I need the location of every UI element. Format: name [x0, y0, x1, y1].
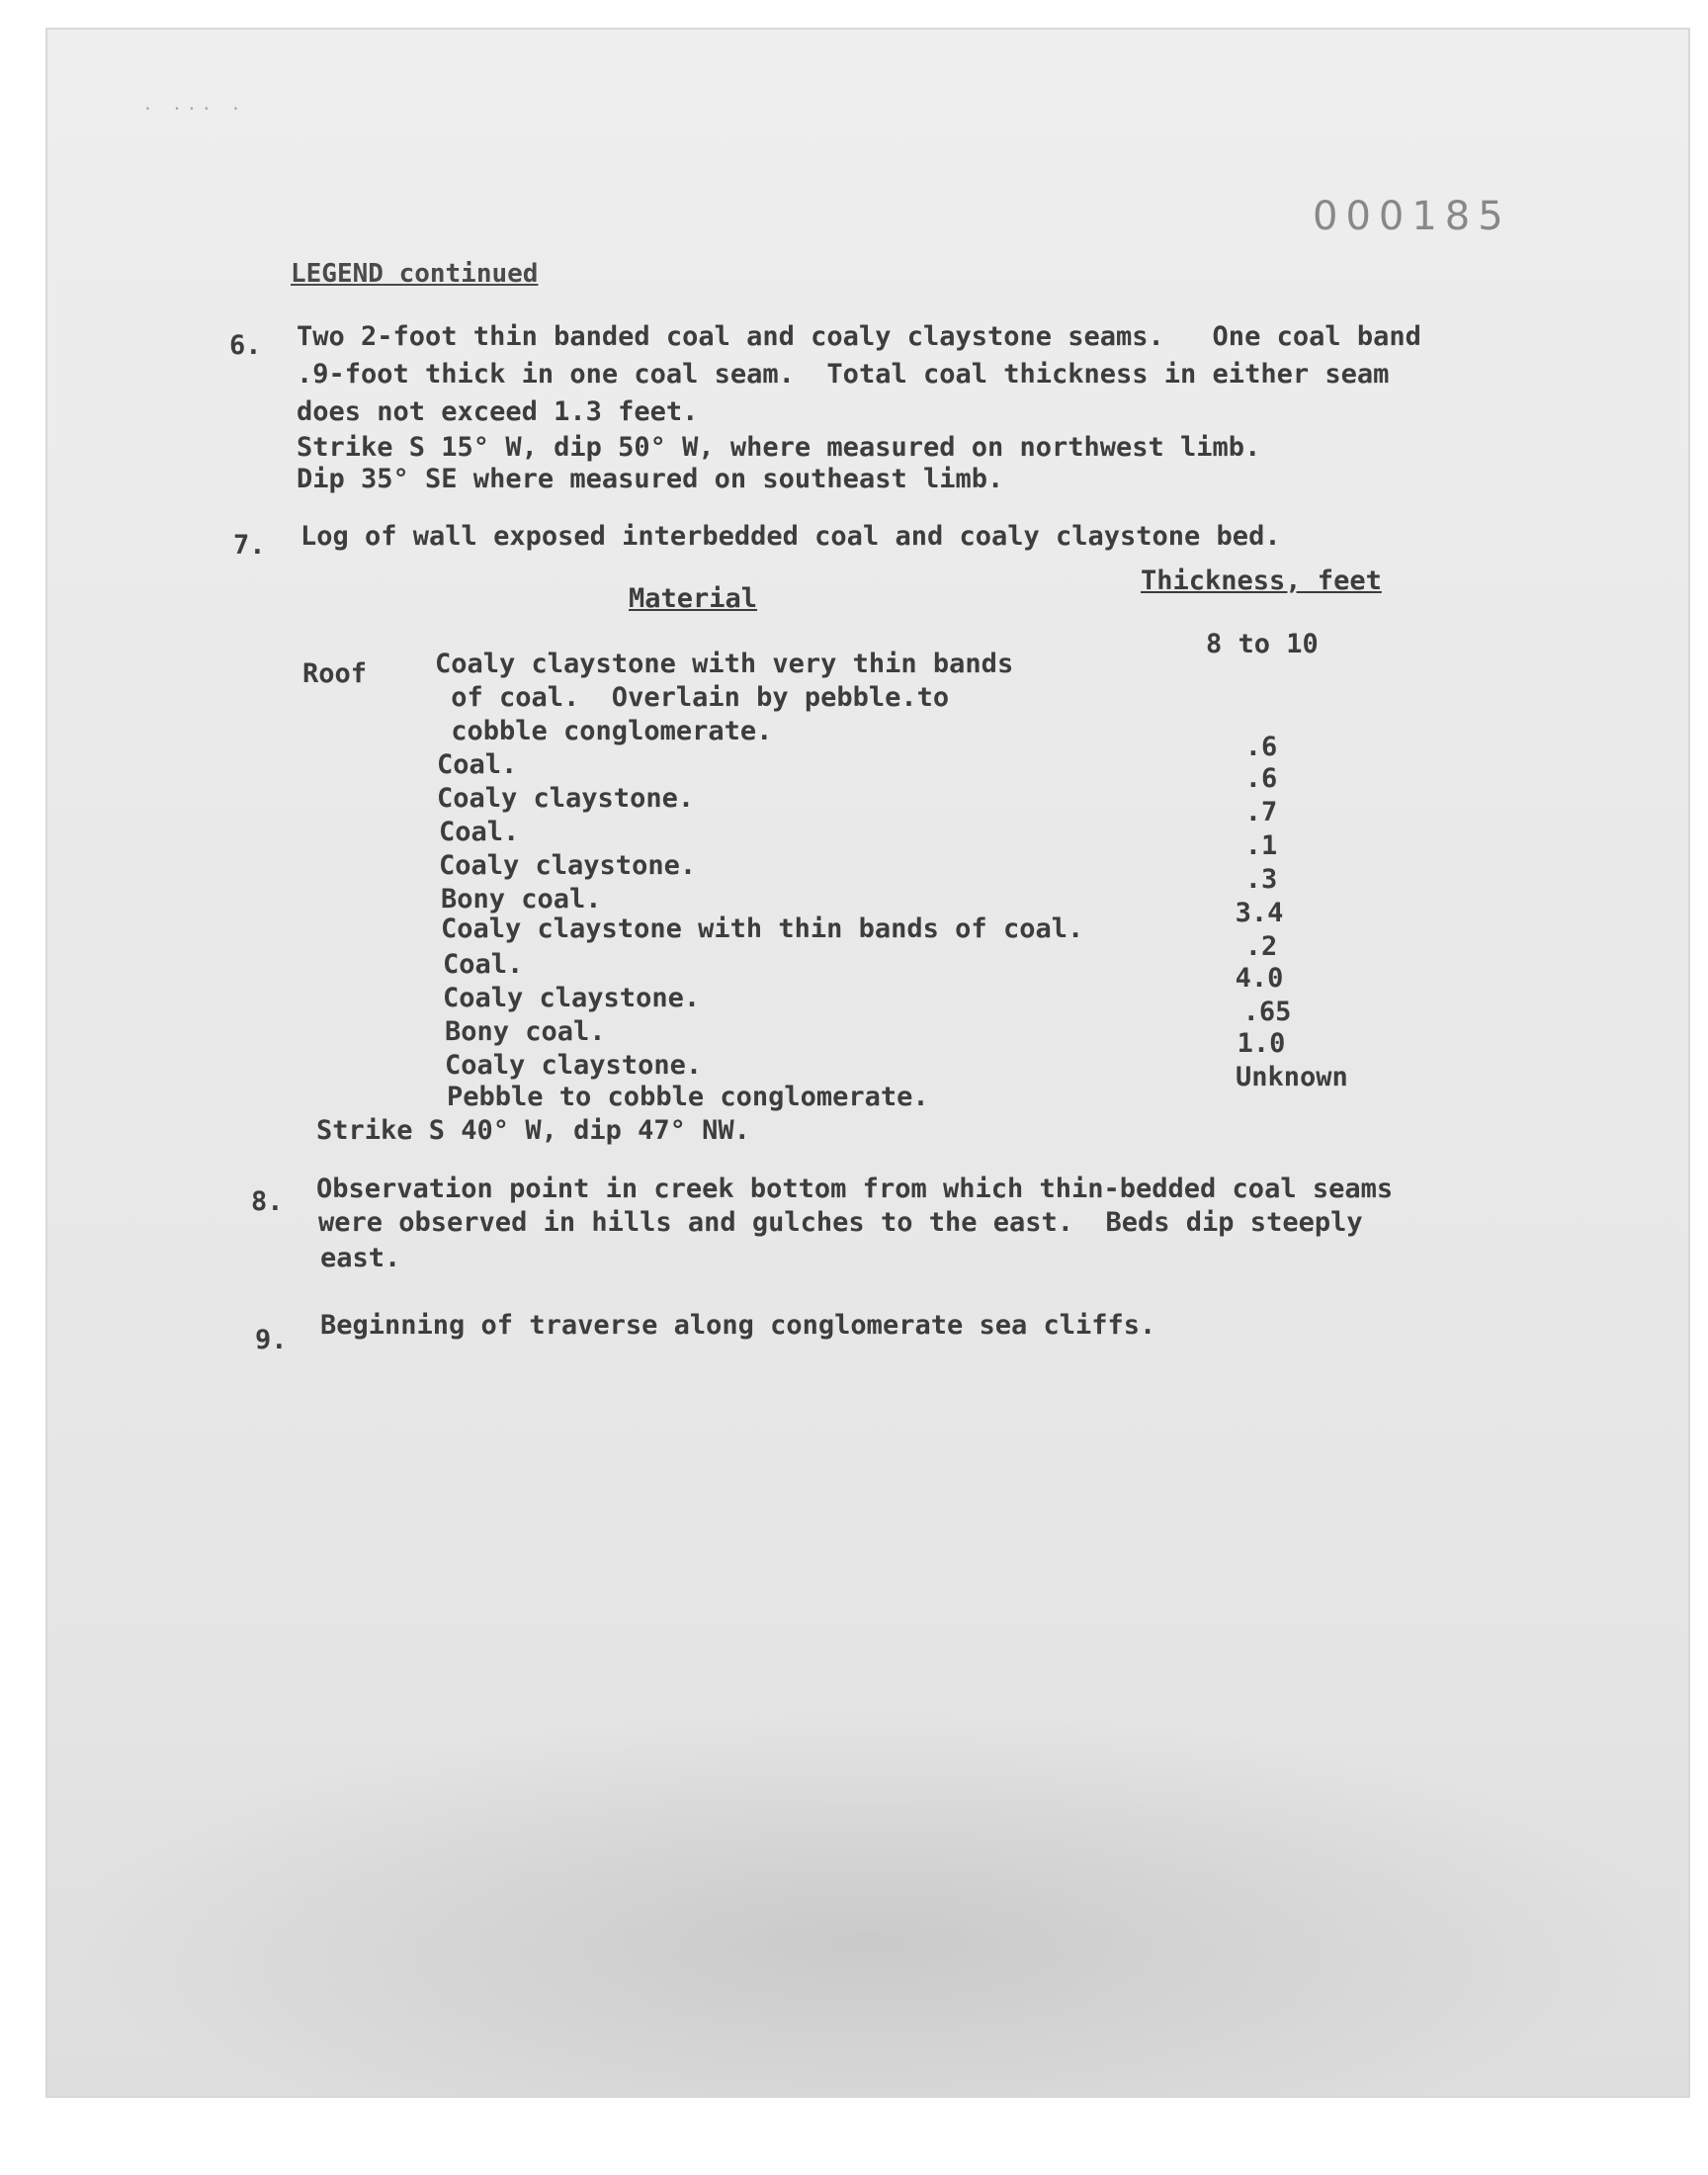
log-row-2-thickness: .6 — [1244, 763, 1278, 794]
item-6-line-1: Two 2-foot thin banded coal and coaly claystone seams. One coal band — [297, 321, 1421, 352]
log-row-4-material: Coaly claystone. — [439, 850, 697, 881]
item-6-line-2: .9-foot thick in one coal seam. Total coal thickness in either seam — [297, 359, 1390, 390]
log-row-10-thickness: 1.0 — [1237, 1028, 1286, 1059]
item-8-line-3: east. — [320, 1243, 401, 1273]
roof-label: Roof — [302, 658, 368, 689]
item-6-line-4: Strike S 15° W, dip 50° W, where measured on northwest limb. — [297, 432, 1261, 463]
log-row-9-material: Bony coal. — [445, 1016, 606, 1047]
roof-material-line-2: of coal. Overlain by pebble.to — [435, 682, 950, 713]
log-row-9-thickness: .65 — [1242, 997, 1292, 1027]
legend-heading: LEGEND continued — [291, 259, 539, 289]
log-row-3-material: Coal. — [439, 817, 520, 847]
roof-material-line-3: cobble conglomerate. — [435, 716, 773, 746]
log-row-5-material: Bony coal. — [441, 884, 602, 914]
item-7-line-1: Log of wall exposed interbedded coal and coaly claystone bed. — [300, 521, 1281, 552]
log-row-6-thickness: 3.4 — [1235, 898, 1284, 928]
log-row-10-material: Coaly claystone. — [445, 1050, 703, 1081]
log-row-7-material: Coal. — [443, 949, 524, 980]
item-9-number: 9. — [255, 1325, 288, 1355]
document-number: 000185 — [1313, 194, 1511, 239]
log-row-4-thickness: .1 — [1244, 830, 1278, 861]
paper-speck-marks: · ··· · — [142, 99, 245, 120]
log-row-1-thickness: .6 — [1244, 732, 1278, 762]
log-row-11-thickness: Unknown — [1236, 1062, 1348, 1092]
item-9-line-1: Beginning of traverse along conglomerate sea cliffs. — [320, 1310, 1156, 1341]
thickness-column-header: Thickness, feet — [1141, 566, 1382, 596]
material-column-header: Material — [629, 583, 758, 614]
log-row-1-material: Coal. — [437, 749, 518, 780]
item-6-line-3: does not exceed 1.3 feet. — [297, 396, 699, 427]
item-6-line-5: Dip 35° SE where measured on southeast limb. — [297, 464, 1004, 494]
log-row-6-material: Coaly claystone with thin bands of coal. — [441, 914, 1084, 944]
item-8-line-2: were observed in hills and gulches to the east. Beds dip steeply — [318, 1207, 1363, 1238]
roof-material-line-1: Coaly claystone with very thin bands — [435, 649, 1014, 679]
log-row-8-thickness: 4.0 — [1235, 963, 1284, 994]
item-8-number: 8. — [251, 1186, 284, 1217]
item-6-number: 6. — [229, 330, 262, 361]
log-row-3-thickness: .7 — [1244, 797, 1278, 827]
strike-note: Strike S 40° W, dip 47° NW. — [316, 1115, 750, 1146]
roof-thickness: 8 to 10 — [1206, 629, 1319, 659]
log-row-2-material: Coaly claystone. — [437, 783, 695, 814]
log-row-7-thickness: .2 — [1244, 931, 1278, 962]
item-7-number: 7. — [233, 530, 266, 561]
log-row-5-thickness: .3 — [1244, 864, 1278, 895]
log-row-8-material: Coaly claystone. — [443, 983, 701, 1013]
item-8-line-1: Observation point in creek bottom from which thin-bedded coal seams — [316, 1174, 1394, 1204]
log-row-11-material: Pebble to cobble conglomerate. — [447, 1082, 929, 1112]
